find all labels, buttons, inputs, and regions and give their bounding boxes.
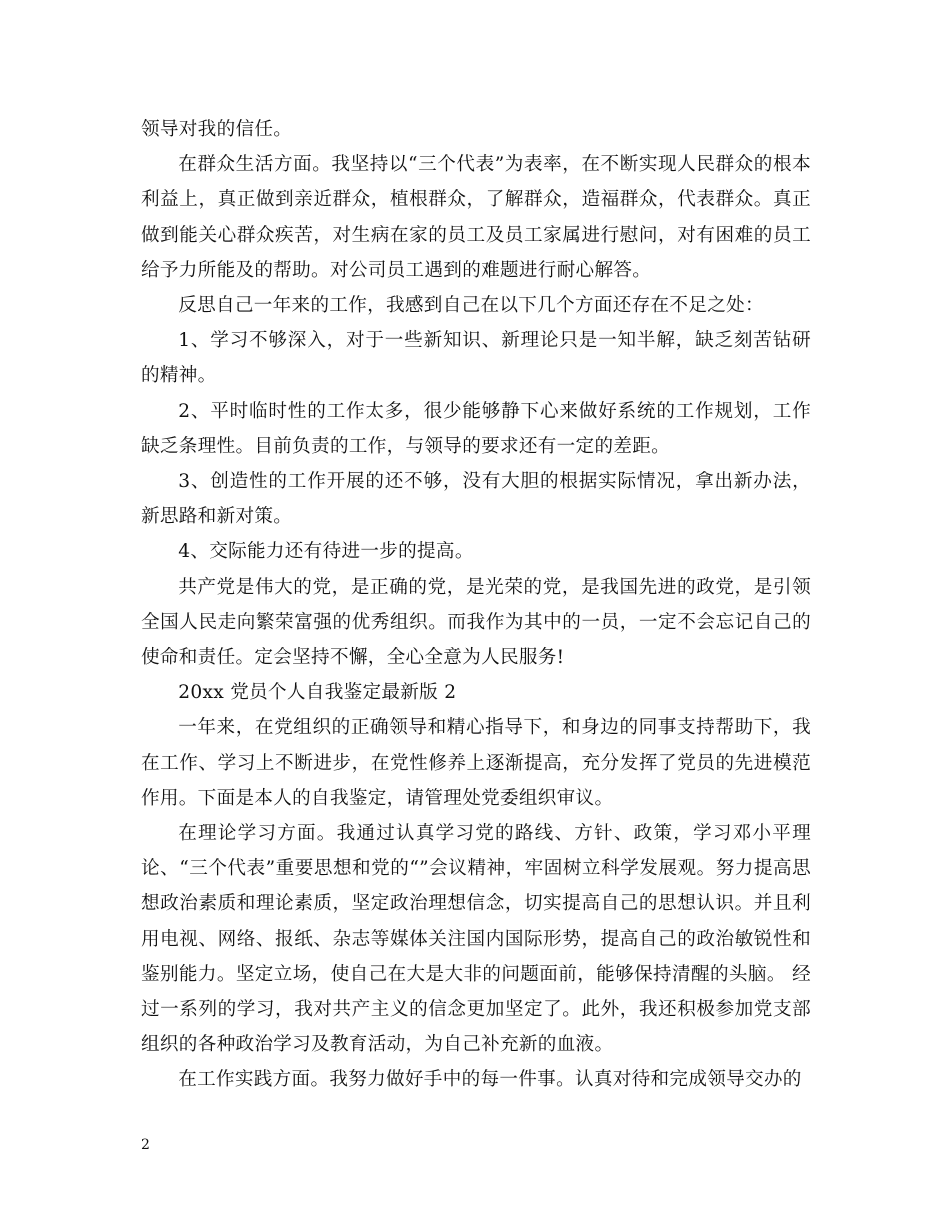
paragraph: 在工作实践方面。我努力做好手中的每一件事。认真对待和完成领导交办的 — [178, 1069, 802, 1091]
paragraph: 在理论学习方面。我通过认真学习党的路线、方针、政策，学习邓小平理论、“三个代表”重要思想和党的“”会议精神，牢固树立科学发展观。努力提高思想政治素质和理论素质，坚定政治理想信念，切实提高自己的思想认识。并且利用电视、网络、报纸、杂志等媒体关注国内国际形势，提高自己的政治敏锐性和鉴别能力。坚定立场，使自己在大是大非的问题面前，能够保持清醒的头脑。 经过一系列的学习，我对共产主义的信念更加坚定了。此外，我还积极参加党支部组织的各种政治学习及教育活动，为自己补充新的血液。 — [141, 823, 811, 1056]
section-heading: 20xx 党员个人自我鉴定最新版 2 — [178, 682, 457, 704]
document-body — [141, 112, 811, 1098]
list-item: 2、平时临时性的工作太多，很少能够静下心来做好系统的工作规划，工作缺乏条理性。目前负责的工作，与领导的要求还有一定的差距。 — [141, 400, 811, 457]
paragraph: 一年来，在党组织的正确领导和精心指导下，和身边的同事支持帮助下，我在工作、学习上不断进步，在党性修养上逐渐提高，充分发挥了党员的先进模范作用。下面是本人的自我鉴定，请管理处党委组织审议。 — [141, 717, 811, 809]
list-item: 1、学习不够深入，对于一些新知识、新理论只是一知半解，缺乏刻苦钻研的精神。 — [141, 330, 811, 387]
list-item: 4、交际能力还有待进一步的提高。 — [178, 541, 474, 563]
paragraph: 反思自己一年来的工作，我感到自己在以下几个方面还存在不足之处： — [178, 295, 764, 317]
paragraph: 领导对我的信任。 — [141, 119, 293, 140]
page-number: 2 — [141, 1137, 150, 1153]
list-item: 3、创造性的工作开展的还不够，没有大胆的根据实际情况，拿出新办法，新思路和新对策。 — [141, 471, 811, 528]
paragraph: 共产党是伟大的党，是正确的党，是光荣的党，是我国先进的政党，是引领全国人民走向繁荣富强的优秀组织。而我作为其中的一员，一定不会忘记自己的使命和责任。定会坚持不懈，全心全意为人民服务! — [141, 576, 811, 669]
paragraph: 在群众生活方面。我坚持以“三个代表”为表率，在不断实现人民群众的根本利益上，真正做到亲近群众，植根群众，了解群众，造福群众，代表群众。真正做到能关心群众疾苦，对生病在家的员工及员工家属进行慰问，对有困难的员工给予力所能及的帮助。对公司员工遇到的难题进行耐心解答。 — [141, 154, 811, 281]
